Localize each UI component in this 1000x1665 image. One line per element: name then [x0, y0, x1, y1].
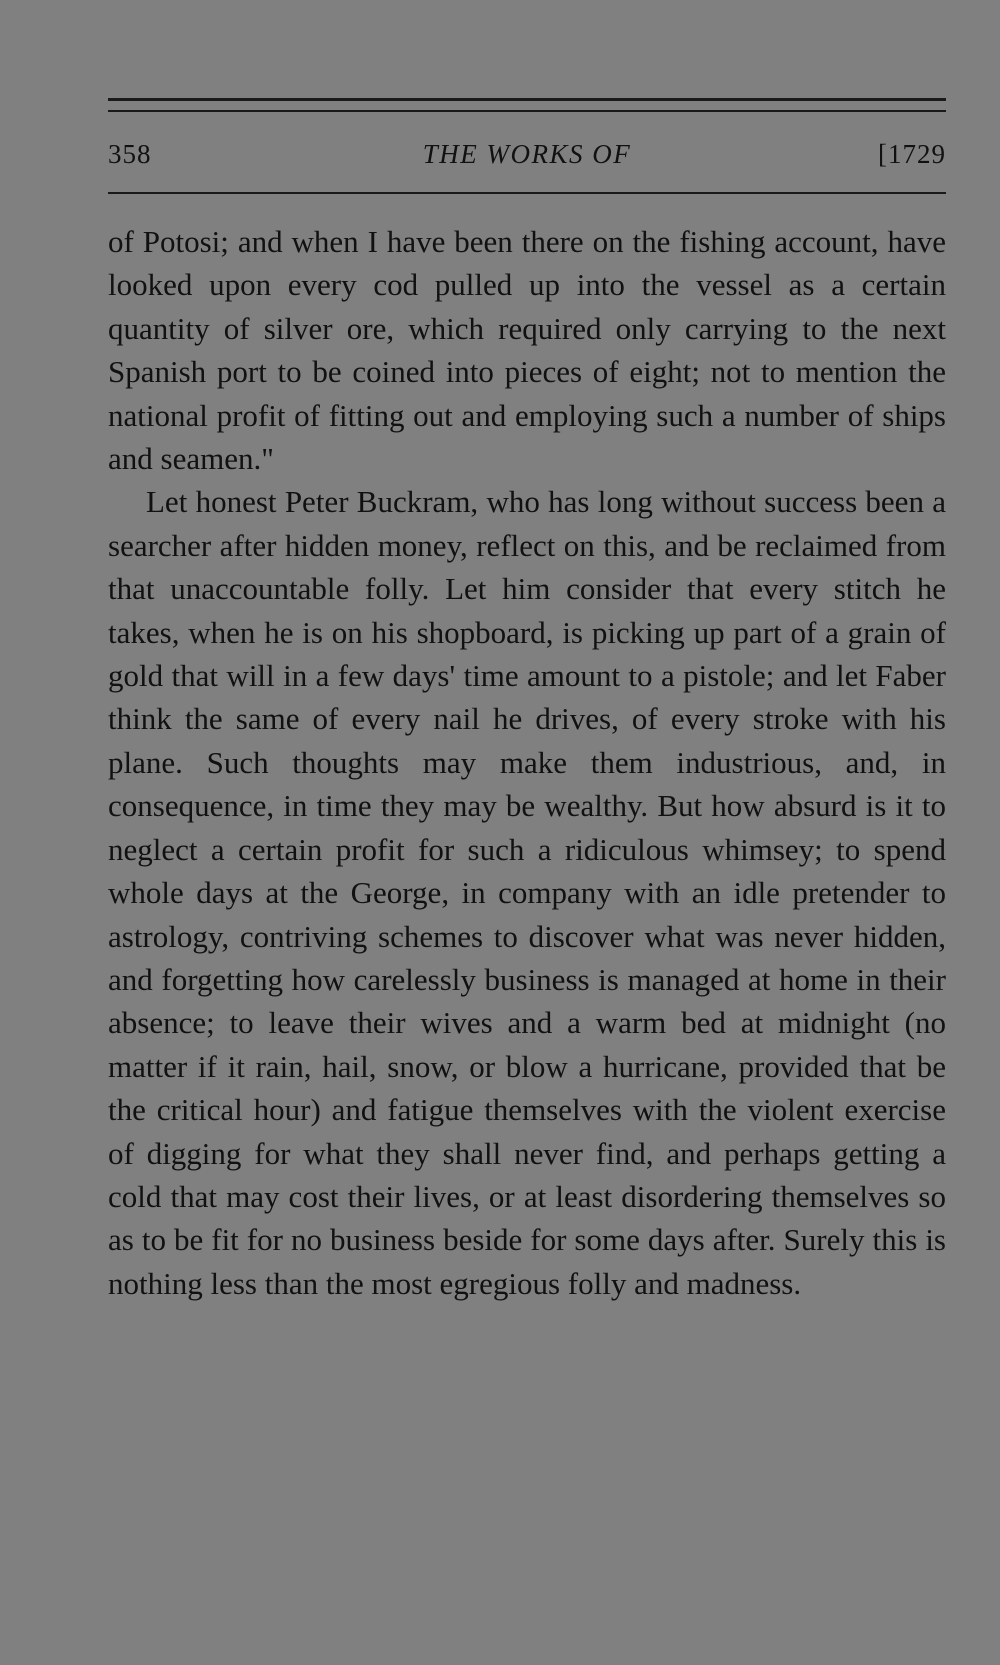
body-text — [108, 220, 946, 1305]
header-rule-bottom — [108, 192, 946, 194]
running-title: THE WORKS OF — [422, 139, 632, 169]
running-year: [1729 — [878, 139, 946, 169]
paragraph: Let honest Peter Buckram, who has long without success been a searcher after hidden money, reflect on this, and be reclaimed from that unaccountable folly. Let him consider that every stitch he takes, when he is on his shopboard, is picking up part of a grain of gold that will in a few days' time amount to a pistole; and let Faber think the same of every nail he drives, of every stroke with his plane. Such thoughts may make them industrious, and, in consequence, in time they may be wealthy. But how absurd is it to neglect a certain profit for such a ridiculous whimsey; to spend whole days at the George, in company with an idle pretender to astrology, contriving schemes to discover what was never hidden, and forgetting how carelessly business is managed at home in their absence; to leave their wives and a warm bed at midnight (no matter if it rain, hail, snow, or blow a hurricane, provided that be the critical hour) and fatigue themselves with the violent exercise of digging for what they shall never find, and perhaps getting a cold that may cost their lives, or at least disordering themselves so as to be fit for no business beside for some days after. Surely this is nothing less than the most egregious folly and madness. — [108, 484, 946, 1301]
header-rule-top — [108, 98, 946, 101]
page-number: 358 — [108, 139, 152, 169]
book-page — [108, 0, 946, 1665]
paragraph-continued: of Potosi; and when I have been there on the fishing account, have looked upon every cod pulled up into the vessel as a certain quantity of silver ore, which required only carrying to the next Spanish port to be coined into pieces of eight; not to mention the national profit of fitting out and employing such a number of ships and seamen." — [108, 224, 946, 477]
running-head — [108, 134, 946, 174]
header-rule-top-thin — [108, 110, 946, 112]
